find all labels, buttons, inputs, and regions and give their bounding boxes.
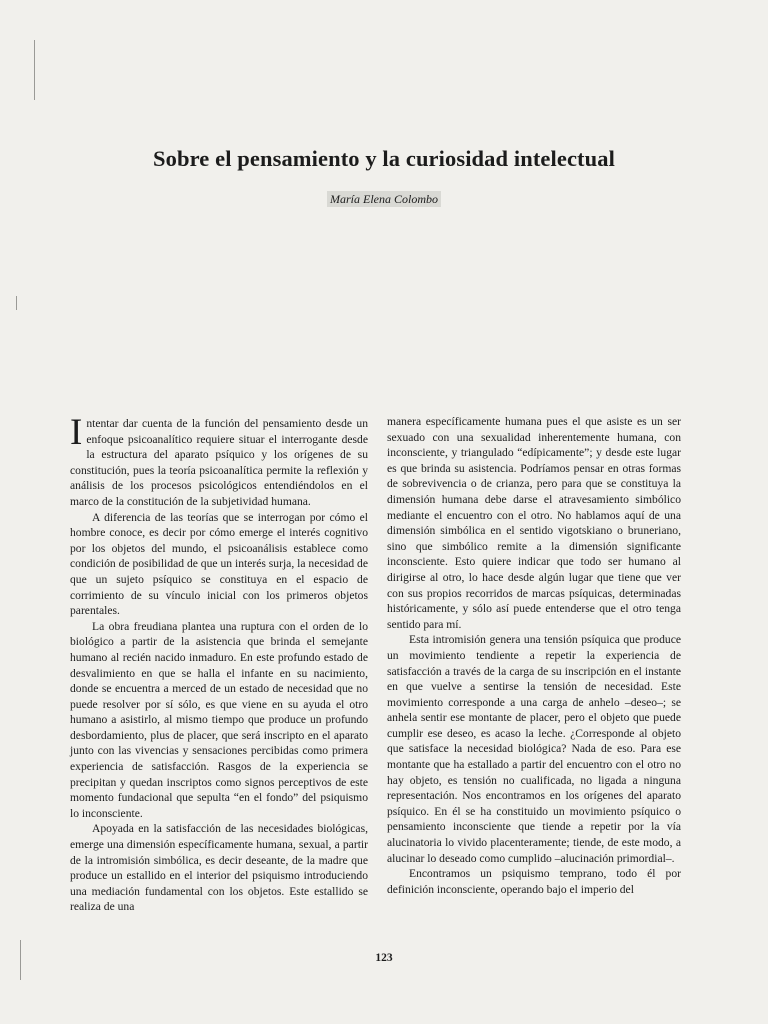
paragraph: La obra freudiana plantea una ruptura con el orden de lo biológico a partir de la asistencia que brinda el semejante humano al recién nacido inmaduro. En este profundo estado de desvalimiento en que se halla el infante en su nacimiento, donde se encuentra a merced de un estado de necesidad que no puede resolver por sí sólo, es que viene en su ayuda el otro humano a asistirlo, al mismo tiempo que produce un profundo desbordamiento, plus de placer, que será inscripto en el aparato junto con las vivencias y sensaciones percibidas como primera experiencia de satisfacción. Rasgos de la experiencia se precipitan y quedan inscriptos como signos perceptivos de este momento fundacional que sepulta “en el fondo” del psiquismo lo inconsciente.: [70, 619, 368, 820]
paragraph: Intentar dar cuenta de la función del pensamiento desde un enfoque psicoanalítico requiere situar el interrogante desde la estructura del aparato psíquico y los orígenes de su constitución, pues la teoría psicoanalítica permite la reflexión y análisis de los procesos psicológicos entendiéndolos en el marco de la constitución de la subjetividad humana.: [70, 412, 368, 508]
text-column-right: [387, 414, 681, 897]
paragraph: A diferencia de las teorías que se interrogan por cómo el hombre conoce, es decir por cómo emerge el interés cognitivo por los objetos del mundo, el psicoanálisis establece como condición de posibilidad de que un interés surja, la necesidad de que un sujeto psíquico se constituya en el espacio de corrimiento de su vínculo inicial con los primeros objetos parentales.: [70, 510, 368, 618]
page-number: 123: [375, 952, 393, 964]
page-title: Sobre el pensamiento y la curiosidad intelectual: [153, 146, 615, 171]
scan-artifact-mark: [34, 40, 35, 100]
paragraph: manera específicamente humana pues el que asiste es un ser sexuado con una sexualidad inherentemente humana, con inconsciente, y triangulado “edípicamente”; y desde este lugar es que brinda su asistencia. Podríamos pensar en otras formas de sobrevivencia o de crianza, pero para que se constituya la dimensión humana debe darse el atravesamiento simbólico mediante el encuentro con el otro. No hablamos aquí de una dimensión simbólica en el sentido vigotskiano o bruneriano, sino que simbólico remite a la dimensión significante inconsciente. Esto quiere indicar que todo ser humano al dirigirse al otro, lo hace desde algún lugar que tiene que ver con sus propios recorridos de marcas psíquicas, determinadas históricamente, y sólo así puede entenderse que el otro tenga sentido para mí.: [387, 415, 681, 631]
paragraph: Encontramos un psiquismo temprano, todo él por definición inconsciente, operando bajo el imperio del: [387, 867, 681, 896]
paragraph: Esta intromisión genera una tensión psíquica que produce un movimiento tendiente a repetir la experiencia de satisfacción a través de la carga de su inscripción en el instante en que vuelve a sentirse la tensión de necesidad. Este movimiento corresponde a una carga de anhelo –deseo–; se anhela sentir ese montante de placer, pero el objeto que puede cumplir ese deseo, es acaso la leche. ¿Corresponde al objeto que satisface la necesidad biológica? Nada de eso. Para ese montante que ha estallado a partir del encuentro con el otro no hay objeto, es tensión no cualificada, no ligada a ninguna representación. Nos encontramos en los orígenes del aparato psíquico. En él se ha constituido un movimiento psíquico o pensamiento inconsciente que tiende a repetir por la vía alucinatoria lo vivido placenteramente; tiende, de este modo, a alucinar lo deseado como cumplido –alucinación primordial–.: [387, 633, 681, 865]
scan-artifact-mark: [16, 296, 17, 310]
drop-cap: I: [70, 412, 83, 453]
author-name: María Elena Colombo: [0, 192, 768, 207]
text-column-left: [70, 412, 368, 915]
paragraph: Apoyada en la satisfacción de las necesidades biológicas, emerge una dimensión específicamente humana, sexual, a partir de la intromisión simbólica, es decir deseante, de la madre que produce un estallido en el interior del psiquismo introduciendo una mediación fundamental con los objetos. Este estallido se realiza de una: [70, 822, 368, 914]
